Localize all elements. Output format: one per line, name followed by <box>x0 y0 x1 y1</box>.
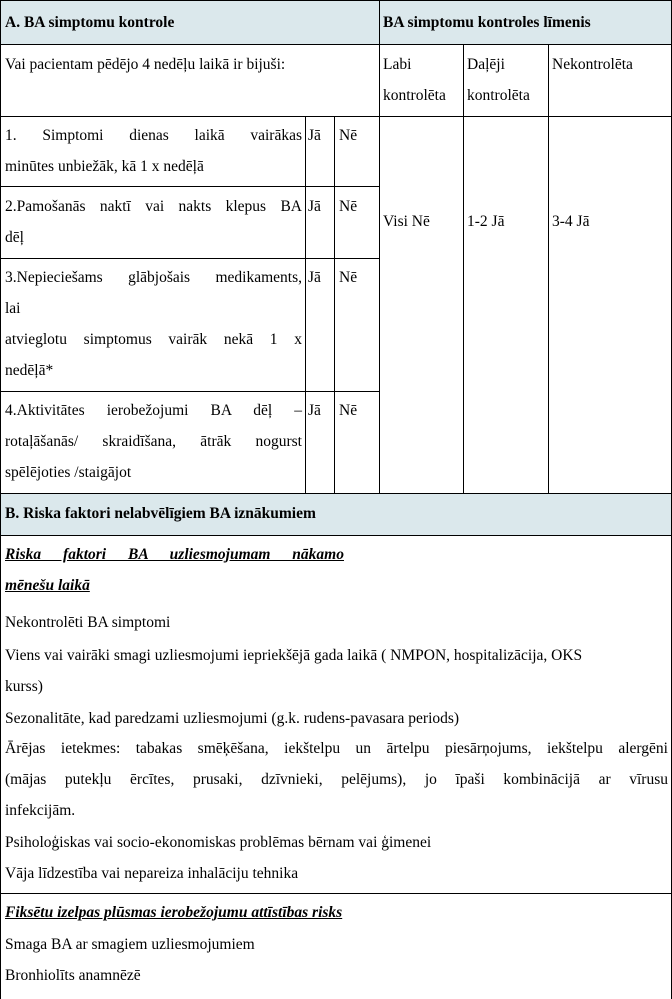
item-1-line-2: minūtes unbiežāk, kā 1 x nedēļā <box>5 158 204 175</box>
item-3-line-3: atvieglotu simptomus vairāk nekā 1 x <box>5 331 302 348</box>
col-labi-2: kontrolēta <box>383 87 446 104</box>
risk-line-5: Ārējas ietekmes: tabakas smēķēšana, iekštelpu un ārtelpu piesārņojums, iekštelpu alergēni <box>5 740 668 757</box>
question-text: Vai pacientam pēdējo 4 nedēļu laikā ir bijuši: <box>5 56 286 73</box>
fixed-risk-line-2: Bronhiolīts anamnēzē <box>5 967 141 984</box>
result-labi: Visi Nē <box>383 213 430 230</box>
risk-heading-2: Fiksētu izelpas plūsmas ierobežojumu attīstības risks <box>5 904 343 921</box>
item-1-line-1: 1. Simptomi dienas laikā vairākas <box>5 127 302 144</box>
item-3-line-4: nedēļā* <box>5 362 54 379</box>
item-4-no: Nē <box>339 402 358 419</box>
item-3-line-2: lai <box>5 300 21 317</box>
item-2-no: Nē <box>339 198 358 215</box>
item-2-yes: Jā <box>308 198 321 215</box>
item-4-yes: Jā <box>308 402 321 419</box>
item-3-line-1: 3.Nepieciešams glābjošais medikaments, <box>5 269 302 286</box>
item-4-line-1: 4.Aktivitātes ierobežojumi BA dēļ – <box>5 402 302 419</box>
risk-line-3: kurss) <box>5 678 43 695</box>
item-3-yes: Jā <box>308 269 321 286</box>
result-nekontroleta: 3-4 Jā <box>552 213 590 230</box>
risk-line-4: Sezonalitāte, kad paredzami uzliesmojumi (g.k. rudens-pavasara periods) <box>5 710 460 727</box>
item-4-line-2: rotaļāšanās/ skraidīšana, ātrāk nogurst <box>5 433 302 450</box>
col-nekontroleta: Nekontrolēta <box>552 56 633 73</box>
col-dalejI-2: kontrolēta <box>467 87 530 104</box>
risk-line-7: infekcijām. <box>5 802 76 819</box>
risk-line-2: Viens vai vairāki smagi uzliesmojumi iepriekšējā gada laikā ( NMPON, hospitalizācija, OKS <box>5 647 583 664</box>
item-4-line-3: spēlējoties /staigājot <box>5 464 132 481</box>
col-dalejI-1: Daļēji <box>467 56 505 73</box>
risk-heading-1-line-2: mēnešu laikā <box>5 577 90 594</box>
result-dalejI: 1-2 Jā <box>467 213 505 230</box>
risk-line-1: Nekontrolēti BA simptomi <box>5 614 171 631</box>
risk-line-8: Psiholoģiskas vai socio-ekonomiskas problēmas bērnam vai ģimenei <box>5 834 432 851</box>
section-a-title: A. BA simptomu kontrole <box>5 14 175 31</box>
item-2-line-1: 2.Pamošanās naktī vai nakts klepus BA <box>5 198 302 215</box>
item-3-no: Nē <box>339 269 358 286</box>
risk-line-6: (mājas putekļu ērcītes, prusaki, dzīvnieki, pelējums), jo īpaši kombinācijā ar vīrusu <box>5 771 668 788</box>
item-2-line-2: dēļ <box>5 229 24 246</box>
fixed-risk-line-1: Smaga BA ar smagiem uzliesmojumiem <box>5 936 255 953</box>
risk-line-9: Vāja līdzestība vai nepareiza inhalāciju tehnika <box>5 865 299 882</box>
risk-heading-1-line-1: Riska faktori BA uzliesmojumam nākamo <box>5 546 344 563</box>
control-level-title: BA simptomu kontroles līmenis <box>383 14 591 31</box>
item-1-no: Nē <box>339 127 358 144</box>
section-b-title: B. Riska faktori nelabvēlīgiem BA iznākumiem <box>5 505 316 522</box>
item-1-yes: Jā <box>308 127 321 144</box>
col-labi-1: Labi <box>383 56 412 73</box>
